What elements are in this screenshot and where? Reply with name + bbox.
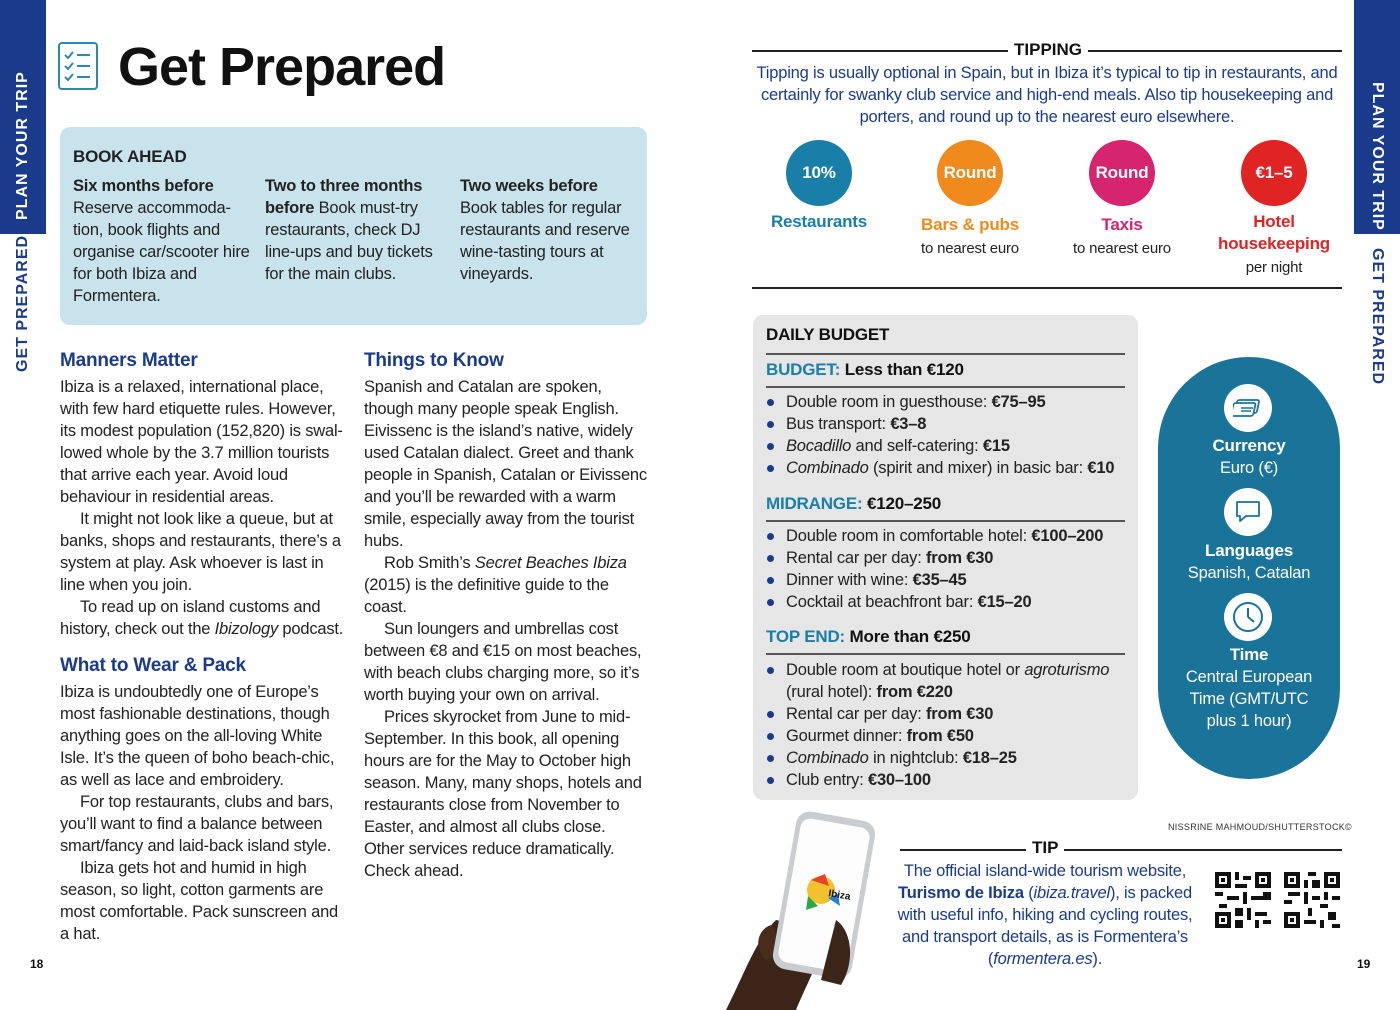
budget-item: Double room at boutique hotel or agroturismo (rural hotel): from €220: [766, 659, 1131, 703]
wear-paragraph: Ibiza gets hot and humid in high season, so light, cotton garments are most comfortable. Pack sunscreen and a hat.: [60, 859, 339, 943]
wear-paragraph: Ibiza is undoubtedly one of Europe’s most fashionable destinations, though anything goes on the all-loving White Isle. It’s the queen of boho beach-chic, as well as lace and embroidery.: [60, 683, 335, 789]
budget-tier-header: BUDGET: Less than €120: [766, 360, 964, 379]
time-value: Central European Time (GMT/UTC plus 1 hour): [1185, 668, 1313, 730]
qr-code-formentera[interactable]: [1284, 872, 1340, 928]
budget-item: Double room in guesthouse: €75–95: [766, 391, 1131, 413]
tip-badge: €1–5: [1241, 140, 1307, 206]
tip-badge: Round: [937, 140, 1003, 206]
checklist-icon: [58, 42, 98, 90]
manners-paragraph: Ibiza is a relaxed, international place, with few hard etiquette rules. However, its modest population (152,820) is swal-lowed whole by the 3.7 million tourists that arrive each year. Avoid loud behaviour in residential areas.: [60, 378, 343, 506]
tip-sub: per night: [1245, 259, 1303, 276]
budget-item: Bocadillo and self-catering: €15: [766, 435, 1131, 457]
quick-info-pill: [1158, 357, 1340, 779]
tip-text: The official island-wide tourism website, Turismo de Ibiza (ibiza.travel), is packed with useful info, hiking and cycling routes, and transport details, as is Formentera’s (formentera.es).: [897, 862, 1193, 968]
budget-item: Dinner with wine: €35–45: [766, 569, 1131, 591]
tipping-bottom-rule: [752, 287, 1342, 289]
tipping-text: Tipping is usually optional in Spain, but in Ibiza it’s typical to tip in restaurants, and certainly for swanky club service and high-end meals. Also tip housekeeping and porters, and round up to the nearest euro elsewhere.: [756, 64, 1338, 126]
budget-tier-header: MIDRANGE: €120–250: [766, 494, 941, 513]
tip-badge: Round: [1089, 140, 1155, 206]
qr-code-ibiza[interactable]: [1215, 872, 1271, 928]
budget-item: Cocktail at beachfront bar: €15–20: [766, 591, 1131, 613]
budget-rule: [766, 653, 1125, 655]
budget-rule: [766, 386, 1125, 388]
budget-list: [766, 391, 1131, 479]
budget-list: [766, 659, 1131, 791]
page-number-right: 19: [1357, 957, 1371, 971]
manners-heading: Manners Matter: [60, 350, 198, 371]
budget-rule: [766, 353, 1125, 355]
book-ahead-timing: Six months before: [73, 177, 214, 195]
budget-item: Rental car per day: from €30: [766, 547, 1131, 569]
speech-bubble-icon: [1224, 488, 1272, 536]
book-ahead-box: [60, 127, 647, 325]
left-text-column: [60, 349, 350, 945]
book-ahead-text: Reserve accommoda-tion, book flights and organise car/scooter hire for both Ibiza and Formentera.: [73, 199, 250, 305]
currency-heading: Currency: [1212, 436, 1286, 455]
budget-tier-header: TOP END: More than €250: [766, 627, 971, 646]
book-ahead-column: [460, 175, 638, 285]
manners-paragraph: It might not look like a queue, but at banks, shops and restaurants, there’s a system at play. Ask whoever is last in line when you join.: [60, 510, 341, 594]
budget-item: Rental car per day: from €30: [766, 703, 1131, 725]
tip-rule: [900, 849, 1342, 851]
time-heading: Time: [1229, 645, 1269, 664]
budget-item: Club entry: €30–100: [766, 769, 1131, 791]
wear-heading: What to Wear & Pack: [60, 655, 246, 676]
book-ahead-column: [73, 175, 251, 307]
tip-label: Hotel housekeeping: [1218, 212, 1330, 253]
budget-item: Double room in comfortable hotel: €100–200: [766, 525, 1131, 547]
budget-item: Gourmet dinner: from €50: [766, 725, 1131, 747]
book-ahead-text: Book tables for regular restaurants and reserve wine-tasting tours at vineyards.: [460, 199, 630, 283]
tip-sub: to nearest euro: [921, 240, 1019, 257]
budget-item: Combinado (spirit and mixer) in basic bar: €10: [766, 457, 1131, 479]
book-ahead-timing: Two weeks before: [460, 177, 598, 195]
currency-value: Euro (€): [1219, 459, 1278, 477]
languages-value: Spanish, Catalan: [1187, 564, 1311, 582]
book-ahead-column: [265, 175, 445, 285]
things-paragraph: Rob Smith’s Secret Beaches Ibiza (2015) is the definitive guide to the coast.: [364, 554, 627, 616]
tip-heading: TIP: [1026, 838, 1064, 858]
things-paragraph: Spanish and Catalan are spoken, though many people speak English. Eivissenc is the island’s native, widely used Catalan dialect. Greet and thank people in Spanish, Catalan or Eivissenc and you’ll be rewarded with a warm smile, especially away from the tourist hubs.: [364, 378, 647, 550]
photo-credit: NISSRINE MAHMOUD/SHUTTERSTOCK©: [1168, 822, 1352, 832]
middle-text-column: [364, 349, 649, 882]
languages-heading: Languages: [1205, 541, 1293, 560]
budget-list: [766, 525, 1131, 613]
tip-label: Restaurants: [770, 212, 868, 231]
wear-paragraph: For top restaurants, clubs and bars, you’ll want to find a balance between smart/fancy and laid-back island style.: [60, 793, 334, 855]
budget-item: Combinado in nightclub: €18–25: [766, 747, 1131, 769]
things-paragraph: Prices skyrocket from June to mid-September. In this book, all opening hours are for the May to October high season. Many, many shops, hotels and restaurants close from November to Easter, and almost all clubs close. Other services reduce dramatically. Check ahead.: [364, 708, 642, 880]
tip-sub: to nearest euro: [1073, 240, 1171, 257]
page-number-left: 18: [30, 957, 44, 971]
things-paragraph: Sun loungers and umbrellas cost between €8 and €15 on most beaches, with beach clubs charging more, so it’s worth buying your own on arrival.: [364, 620, 642, 704]
phone-logo-text: Ibiza: [827, 888, 852, 903]
tipping-heading: TIPPING: [1008, 40, 1088, 60]
tip-label: Taxis: [1101, 215, 1143, 234]
budget-heading: DAILY BUDGET: [766, 325, 890, 344]
tip-badge: 10%: [786, 140, 852, 206]
page-title: Get Prepared: [118, 37, 446, 97]
daily-budget-box: [753, 315, 1138, 800]
book-ahead-timing: Two to three months before: [265, 177, 423, 217]
book-ahead-heading: BOOK AHEAD: [73, 147, 187, 166]
side-tab-get-prepared: GET PREPARED: [1369, 248, 1386, 386]
side-tab-plan-your-trip: PLAN YOUR TRIP: [1369, 82, 1386, 231]
book-ahead-text: Book must-try restaurants, check DJ line-ups and buy tickets for the main clubs.: [265, 199, 433, 283]
banknote-icon: [1224, 384, 1272, 432]
budget-item: Bus transport: €3–8: [766, 413, 1131, 435]
budget-rule: [766, 520, 1125, 522]
side-tab-plan-your-trip: PLAN YOUR TRIP: [14, 71, 31, 220]
tip-label: Bars & pubs: [921, 215, 1019, 234]
side-tab-get-prepared: GET PREPARED: [14, 234, 31, 372]
manners-paragraph: To read up on island customs and history, check out the Ibizology podcast.: [60, 598, 344, 638]
clock-icon: [1224, 593, 1272, 641]
phone-in-hand-photo: [716, 810, 886, 1010]
things-heading: Things to Know: [364, 350, 504, 371]
